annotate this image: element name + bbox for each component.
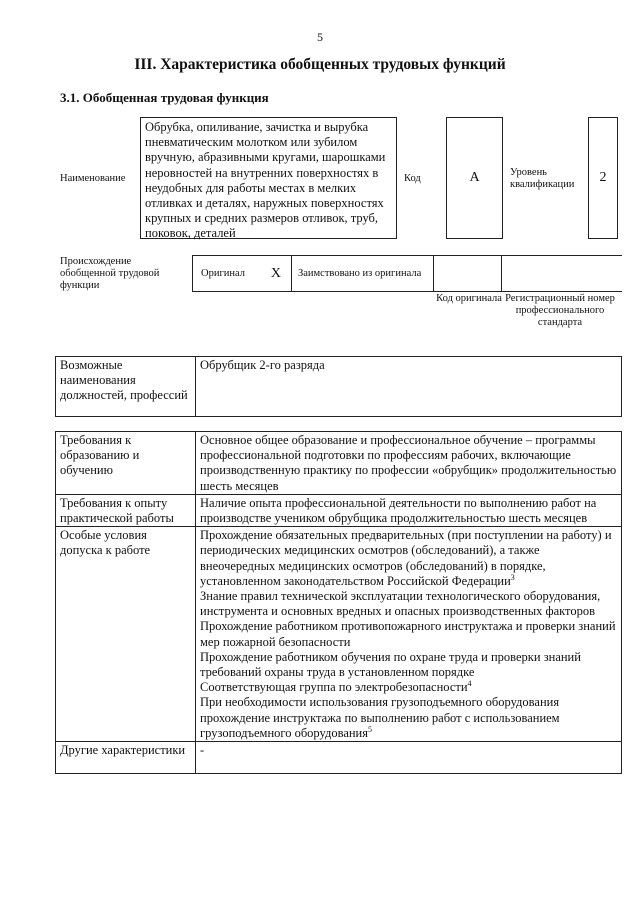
- origin-code-cell: [434, 255, 502, 292]
- section-title: III. Характеристика обобщенных трудовых функций: [134, 56, 506, 73]
- other-value: -: [196, 742, 622, 774]
- experience-value: Наличие опыта профессиональной деятельности по выполнению работ на производстве учеником обрубщика продолжительностью шесть месяцев: [196, 494, 622, 526]
- name-label: Наименование: [60, 173, 126, 184]
- footnote-ref: 3: [510, 572, 515, 582]
- table-row: [56, 432, 622, 495]
- experience-label: Требования к опыту практической работы: [56, 494, 196, 526]
- condition-item: Прохождение работником обучения по охране труда и проверки знаний требований охраны труда в установленном порядке: [200, 649, 581, 680]
- origin-regnum-cell: [502, 255, 622, 292]
- condition-item: Знание правил технической эксплуатации технологического оборудования, инструмента и основных вредных и опасных производственных факторов: [200, 589, 601, 619]
- education-value: Основное общее образование и профессиональное обучение – программы профессиональной подготовки по профессиям рабочих, включающие производственную практику по профессии «обрубщик» продолжительностью шесть месяцев: [196, 432, 622, 495]
- function-name-box: Обрубка, опиливание, зачистка и вырубка пневматическим молотком или зубилом вручную, абразивными кругами, шарошками неровностей на внутренних поверхностях в неудобных для работы местах в мелких отливках и деталях, наружных поверхностях крупных и средних размеров отливок, труб, поковок, деталей: [140, 117, 397, 239]
- other-label: Другие характеристики: [56, 742, 196, 774]
- positions-table: [55, 356, 622, 417]
- code-caption: Код оригинала: [436, 293, 502, 304]
- original-mark: X: [270, 265, 281, 281]
- table-row: [56, 527, 622, 742]
- code-label: Код: [404, 173, 421, 184]
- regnum-caption: Регистрационный номер профессионального стандарта: [505, 293, 615, 328]
- positions-value: Обрубщик 2-го разряда: [196, 357, 622, 417]
- education-label: Требования к образованию и обучению: [56, 432, 196, 495]
- requirements-table: [55, 431, 622, 774]
- condition-item: Прохождение работником противопожарного инструктажа и проверки знаний мер пожарной безопасности: [200, 619, 616, 649]
- borrowed-label: Заимствовано из оригинала: [292, 255, 434, 292]
- condition-item: Соответствующая группа по электробезопасности$^4$: [200, 679, 472, 695]
- footnote-ref: 4: [467, 679, 472, 689]
- conditions-label: Особые условия допуска к работе: [56, 527, 196, 742]
- origin-table: [192, 255, 622, 292]
- condition-item: При необходимости использования грузоподъемного оборудования прохождение инструктажа по выполнению работ с использованием грузоподъемного оборудования$^5$: [200, 695, 560, 740]
- table-row: [56, 494, 622, 526]
- positions-label: Возможные наименования должностей, профессий: [56, 357, 196, 417]
- footnote-ref: 5: [368, 724, 372, 734]
- condition-item: Прохождение обязательных предварительных (при поступлении на работу) и периодических медицинских осмотров (обследований), а также внеочередных медицинских осмотров (обследований) в порядке, установленном законодательством Российской Федерации$^3$: [200, 528, 612, 588]
- origin-label: Происхождение обобщенной трудовой функции: [60, 256, 160, 291]
- conditions-value: [196, 527, 622, 742]
- subsection-title: 3.1. Обобщенная трудовая функция: [60, 90, 269, 105]
- page-number: 5: [317, 30, 323, 44]
- table-row: [56, 742, 622, 774]
- original-label: Оригинал: [201, 267, 245, 279]
- code-value: А: [446, 117, 503, 239]
- level-value: 2: [588, 117, 618, 239]
- level-label: Уровень квалификации: [510, 167, 575, 190]
